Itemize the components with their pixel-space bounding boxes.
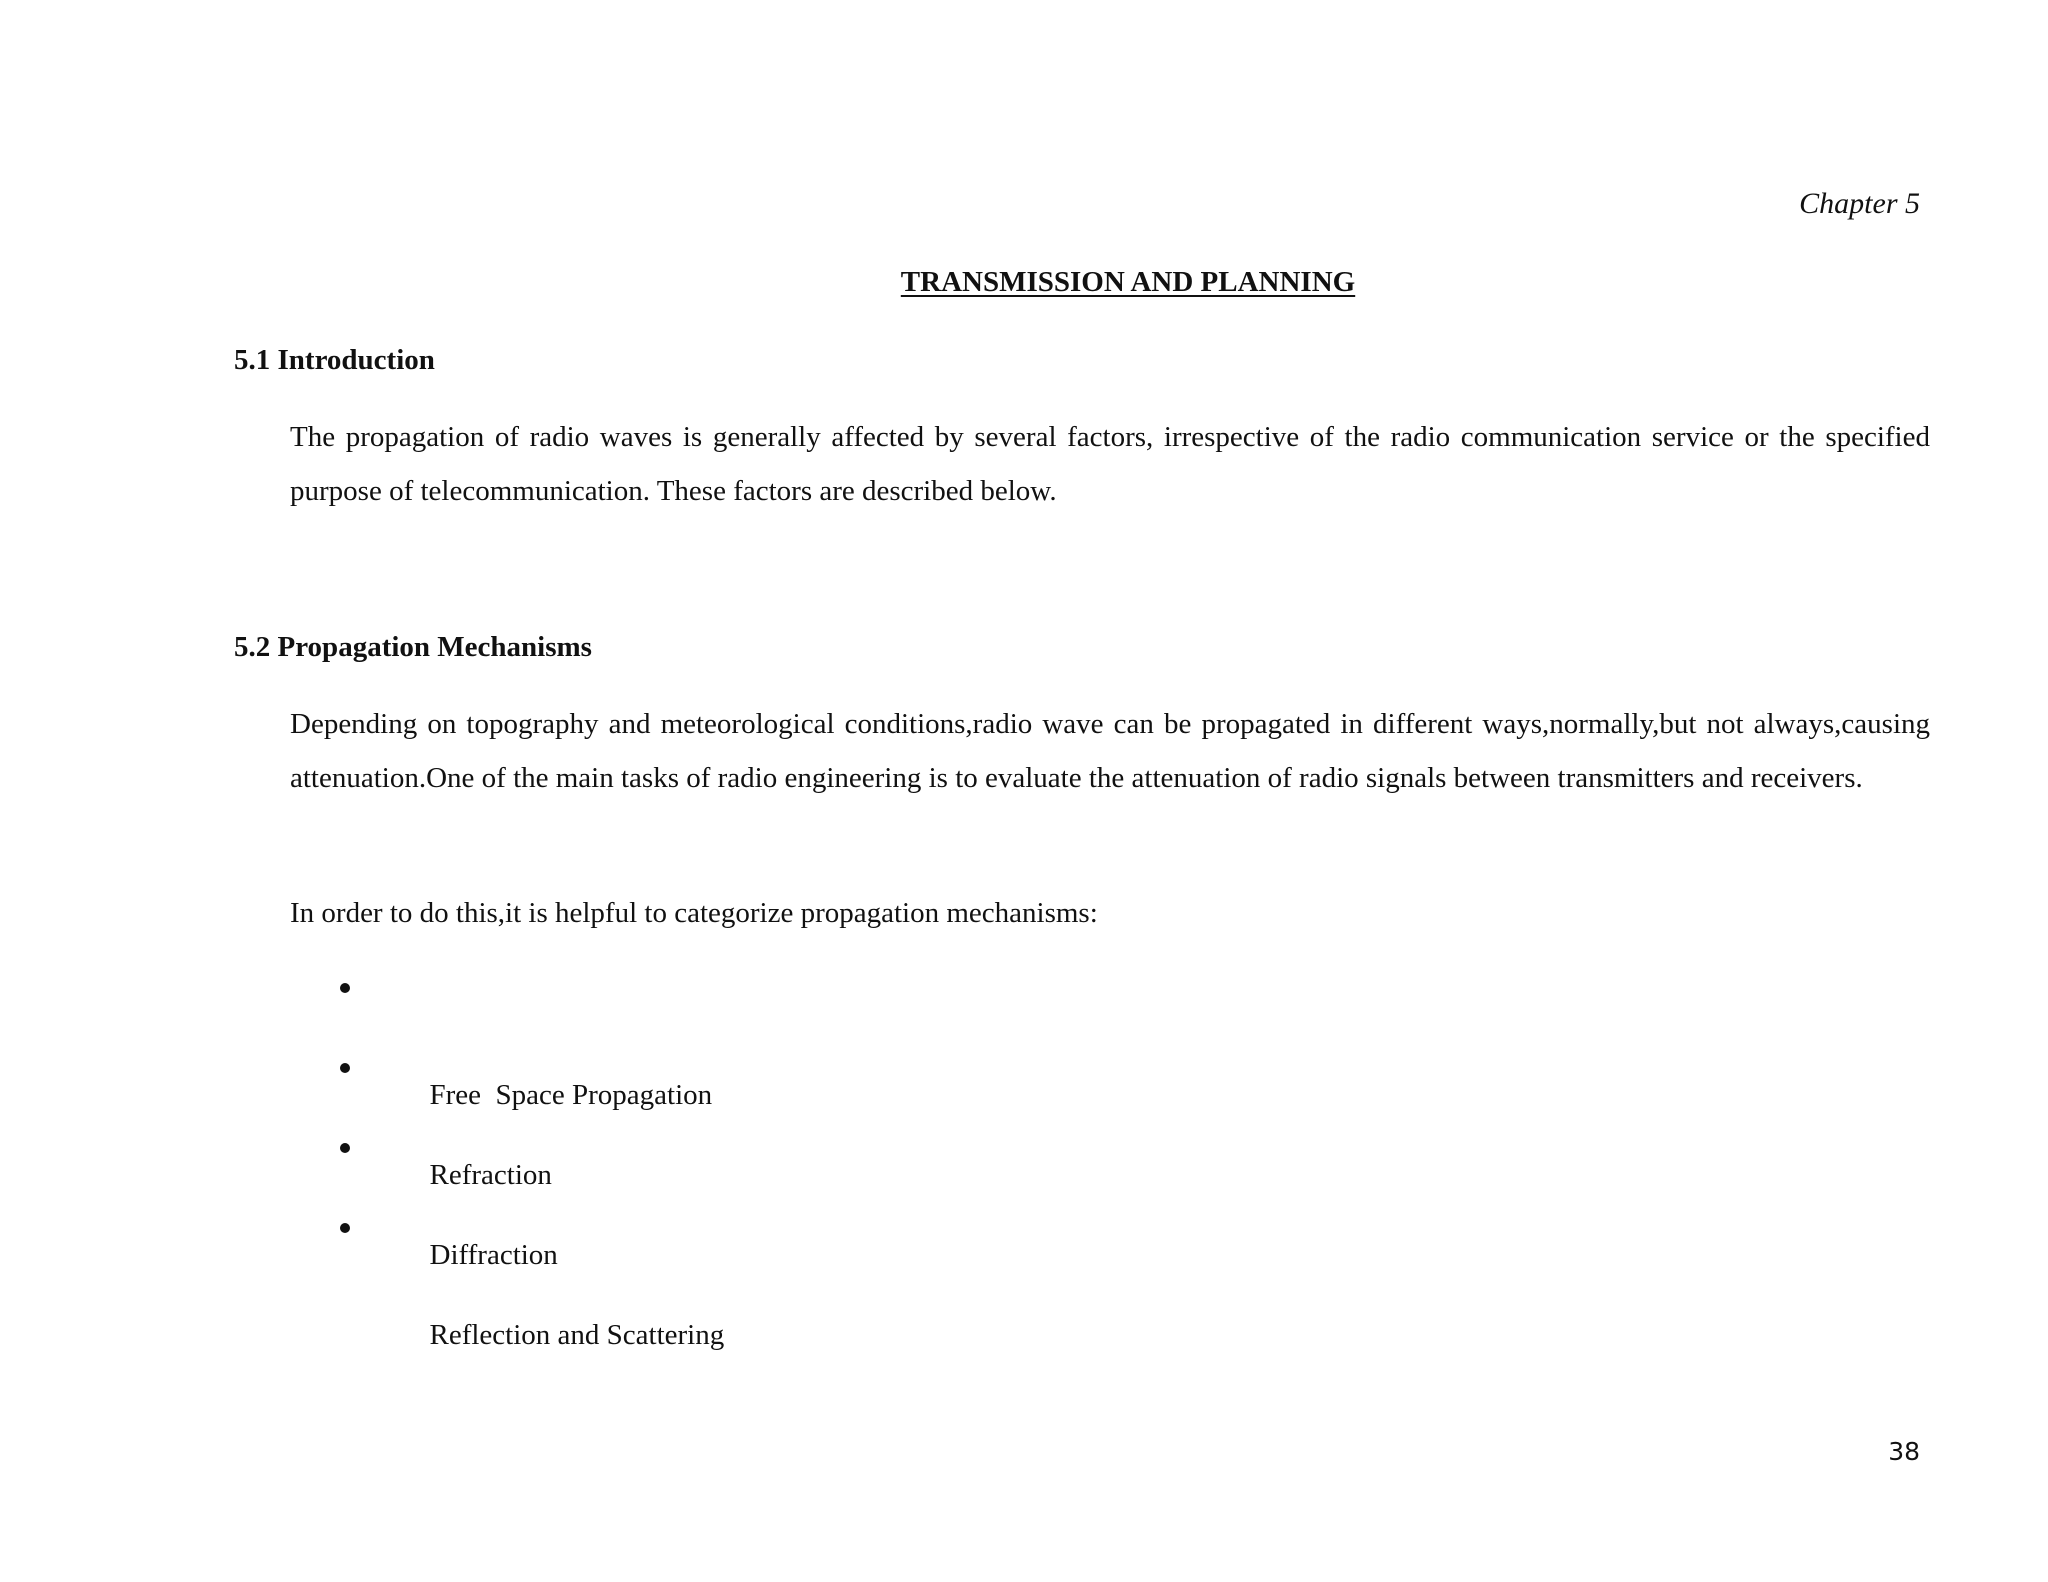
categorize-paragraph: In order to do this,it is helpful to categorize propagation mechanisms: bbox=[290, 897, 1098, 929]
page-title: TRANSMISSION AND PLANNING bbox=[900, 266, 1356, 298]
list-item-label: Free Space Propagation bbox=[429, 1079, 713, 1111]
bullet-icon bbox=[340, 983, 350, 993]
list-item-label: Diffraction bbox=[429, 1239, 558, 1271]
list-item bbox=[290, 1120, 724, 1271]
list-item bbox=[290, 960, 724, 1111]
list-item bbox=[290, 1200, 725, 1351]
list-item bbox=[290, 1040, 724, 1191]
propagation-paragraph: Depending on topography and meteorological conditions,radio wave can be propagated in different ways,normally,but not always,causing attenuation.One of the main tasks of radio engineering is to evaluate the attenuation of radio signals between transmitters and receivers. bbox=[290, 708, 1930, 794]
list-item-label: Refraction bbox=[429, 1159, 552, 1191]
bullet-icon bbox=[340, 1143, 350, 1153]
chapter-label: Chapter 5 bbox=[1799, 187, 1920, 220]
section-heading-introduction: 5.1 Introduction bbox=[234, 344, 435, 376]
bullet-icon bbox=[340, 1063, 350, 1073]
list-item-label: Reflection and Scattering bbox=[429, 1319, 725, 1351]
bullet-icon bbox=[340, 1223, 350, 1233]
page-number: 38 bbox=[1888, 1437, 1920, 1466]
section-heading-propagation-mechanisms: 5.2 Propagation Mechanisms bbox=[234, 631, 592, 663]
mechanism-list bbox=[290, 960, 725, 1351]
introduction-paragraph: The propagation of radio waves is generally affected by several factors, irrespective of the radio communication service or the specified purpose of telecommunication. These factors are described below. bbox=[290, 421, 1930, 507]
